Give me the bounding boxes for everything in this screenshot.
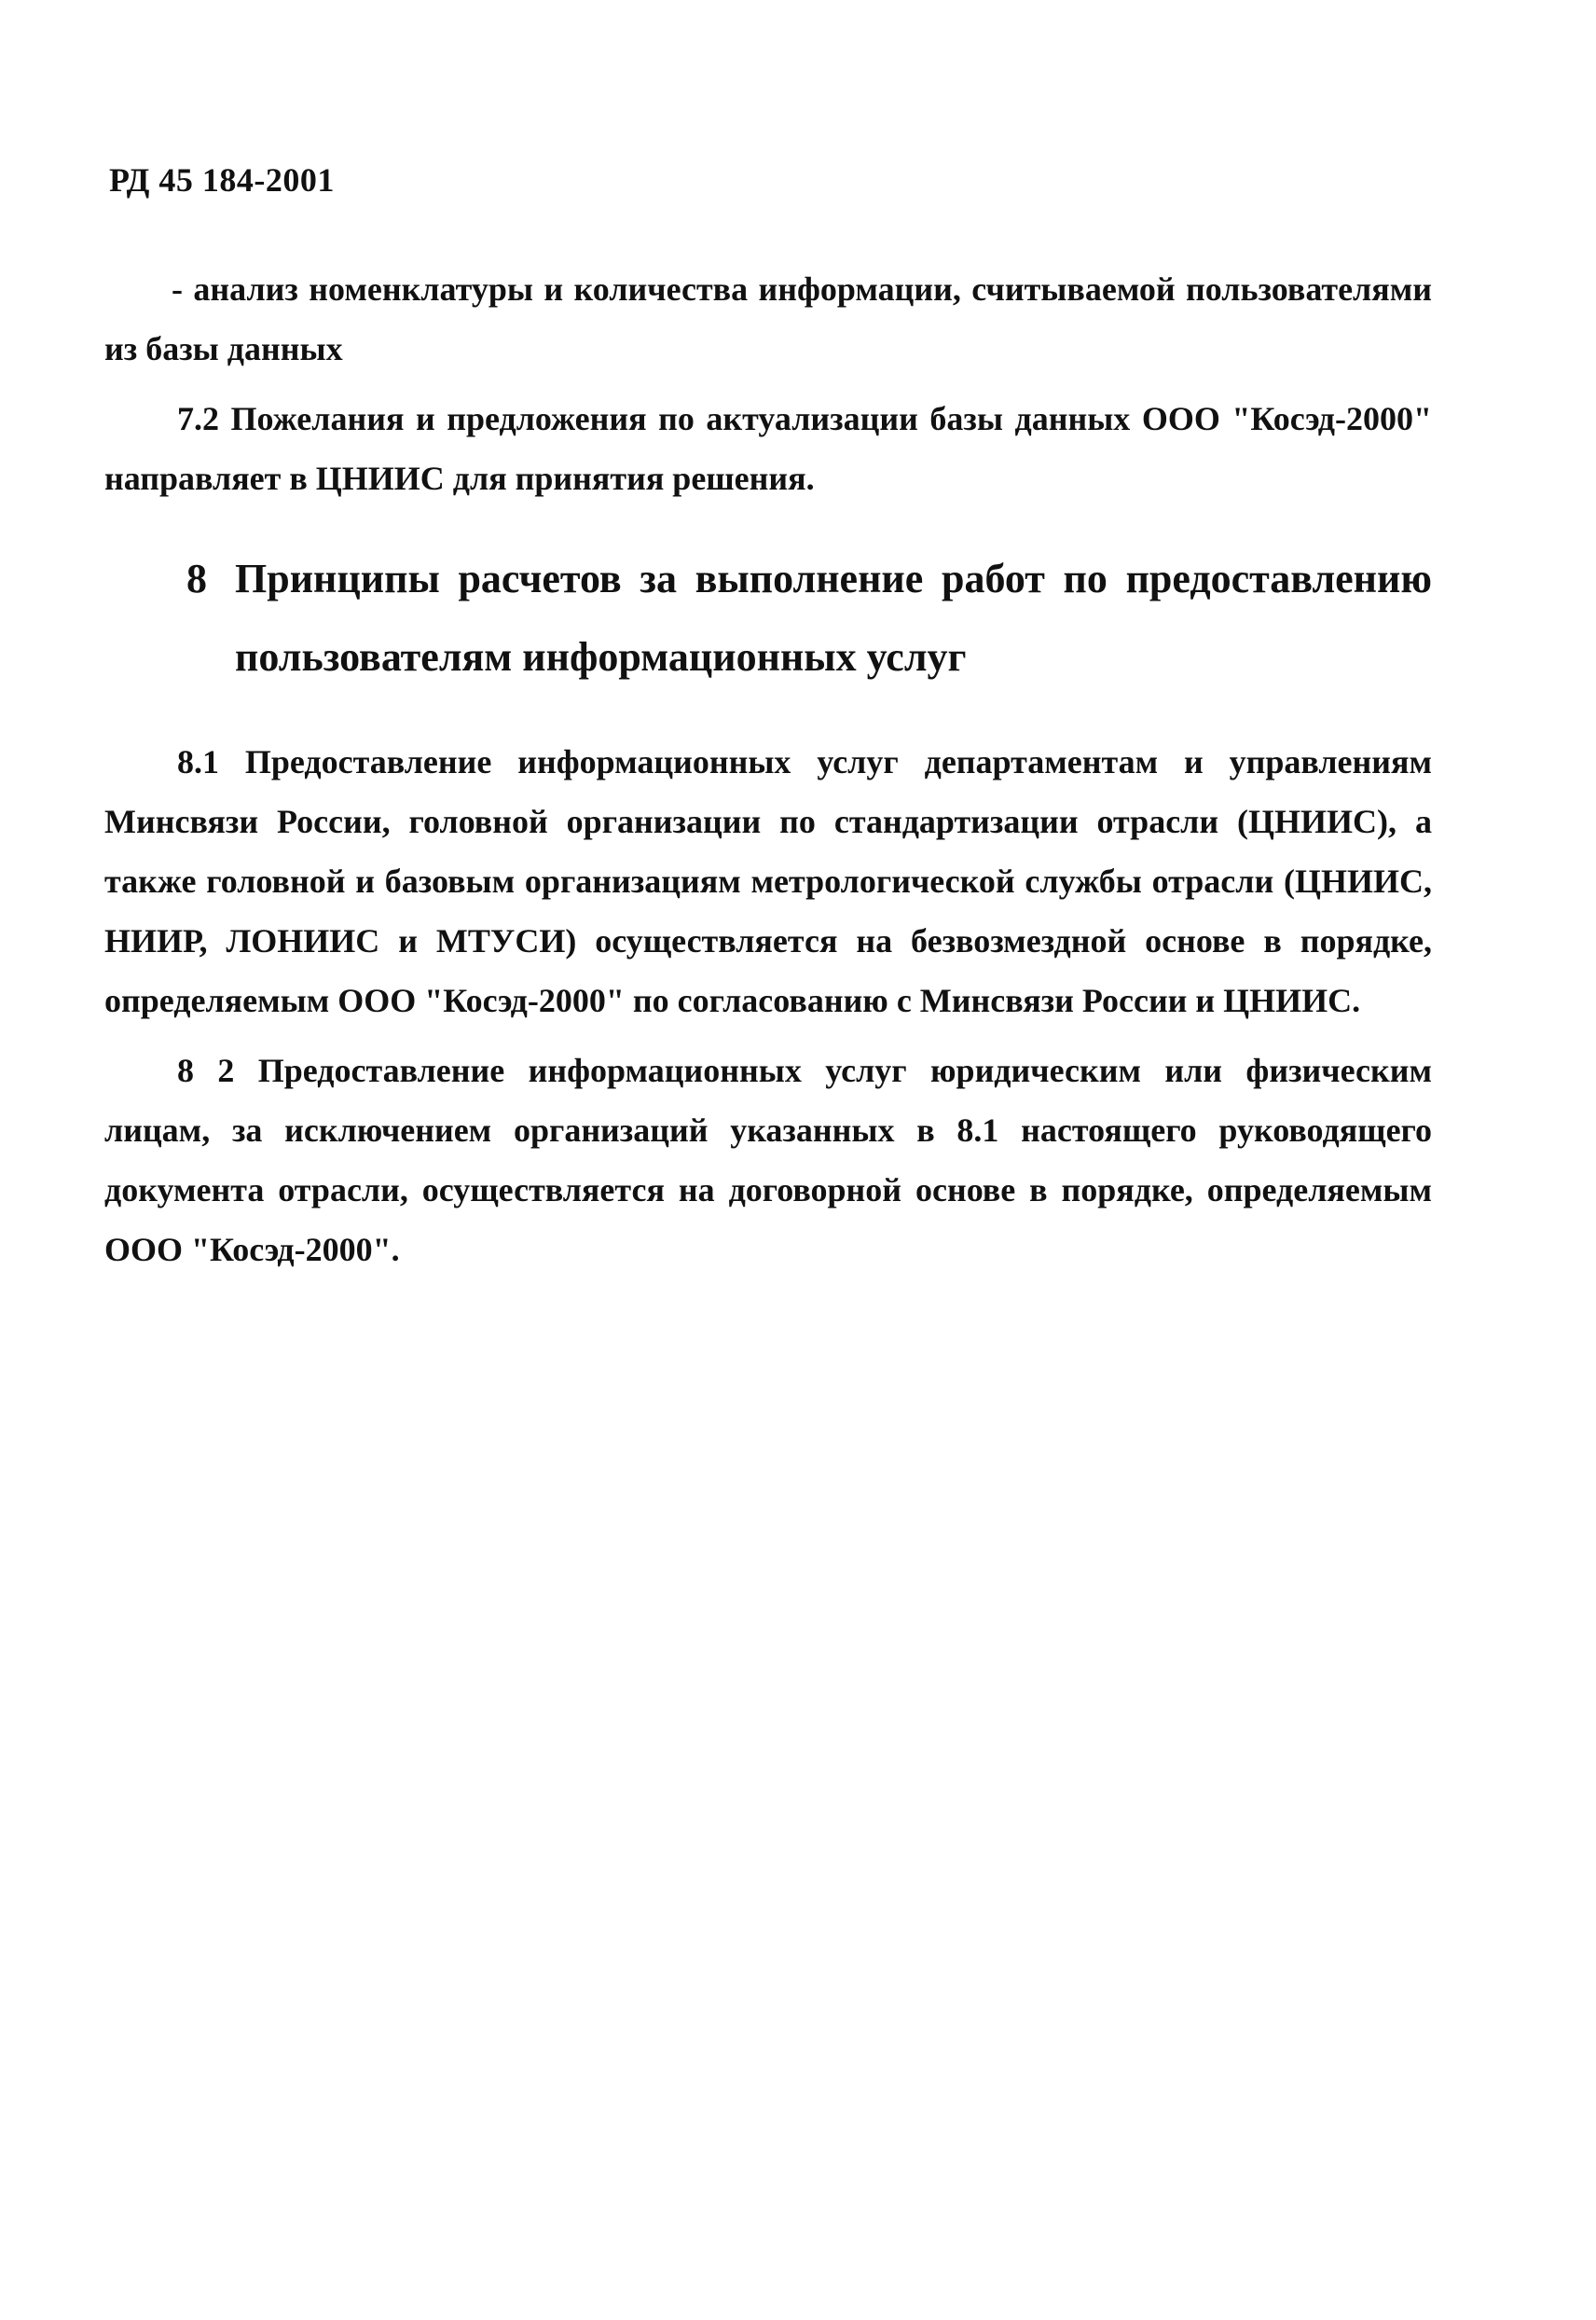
document-code-header: РД 45 184-2001 (109, 161, 335, 199)
paragraph-7-2: 7.2 Пожелания и предложения по актуализации базы данных ООО "Косэд-2000" направляет в ЦНИИС для принятия решения. (104, 400, 1432, 497)
section-8-number: 8 (186, 556, 207, 601)
paragraph-8-1: 8.1 Предоставление информационных услуг департаментам и управлениям Минсвязи России, головной организации по стандартизации отрасли (ЦНИИС), а также головной и базовым организациям метрологической службы отрасли (ЦНИИС, НИИР, ЛОНИИС и МТУСИ) осуществляется на безвозмездной основе в порядке, определяемым ООО "Косэд-2000" по согласованию с Минсвязи России и ЦНИИС. (104, 743, 1432, 1019)
list-item-analysis: - анализ номенклатуры и количества информации, считываемой пользователями из базы данных (104, 270, 1432, 367)
section-8-title: Принципы расчетов за выполнение работ по предоставлению пользователям информационных услуг (235, 556, 1432, 680)
document-body (104, 259, 1432, 1290)
section-8-heading (104, 540, 1432, 697)
paragraph-8-2: 8 2 Предоставление информационных услуг юридическим или физическим лицам, за исключением организаций указанных в 8.1 настоящего руководящего документа отрасли, осуществляется на договорной основе в порядке, определяемым ООО "Косэд-2000". (104, 1052, 1432, 1268)
